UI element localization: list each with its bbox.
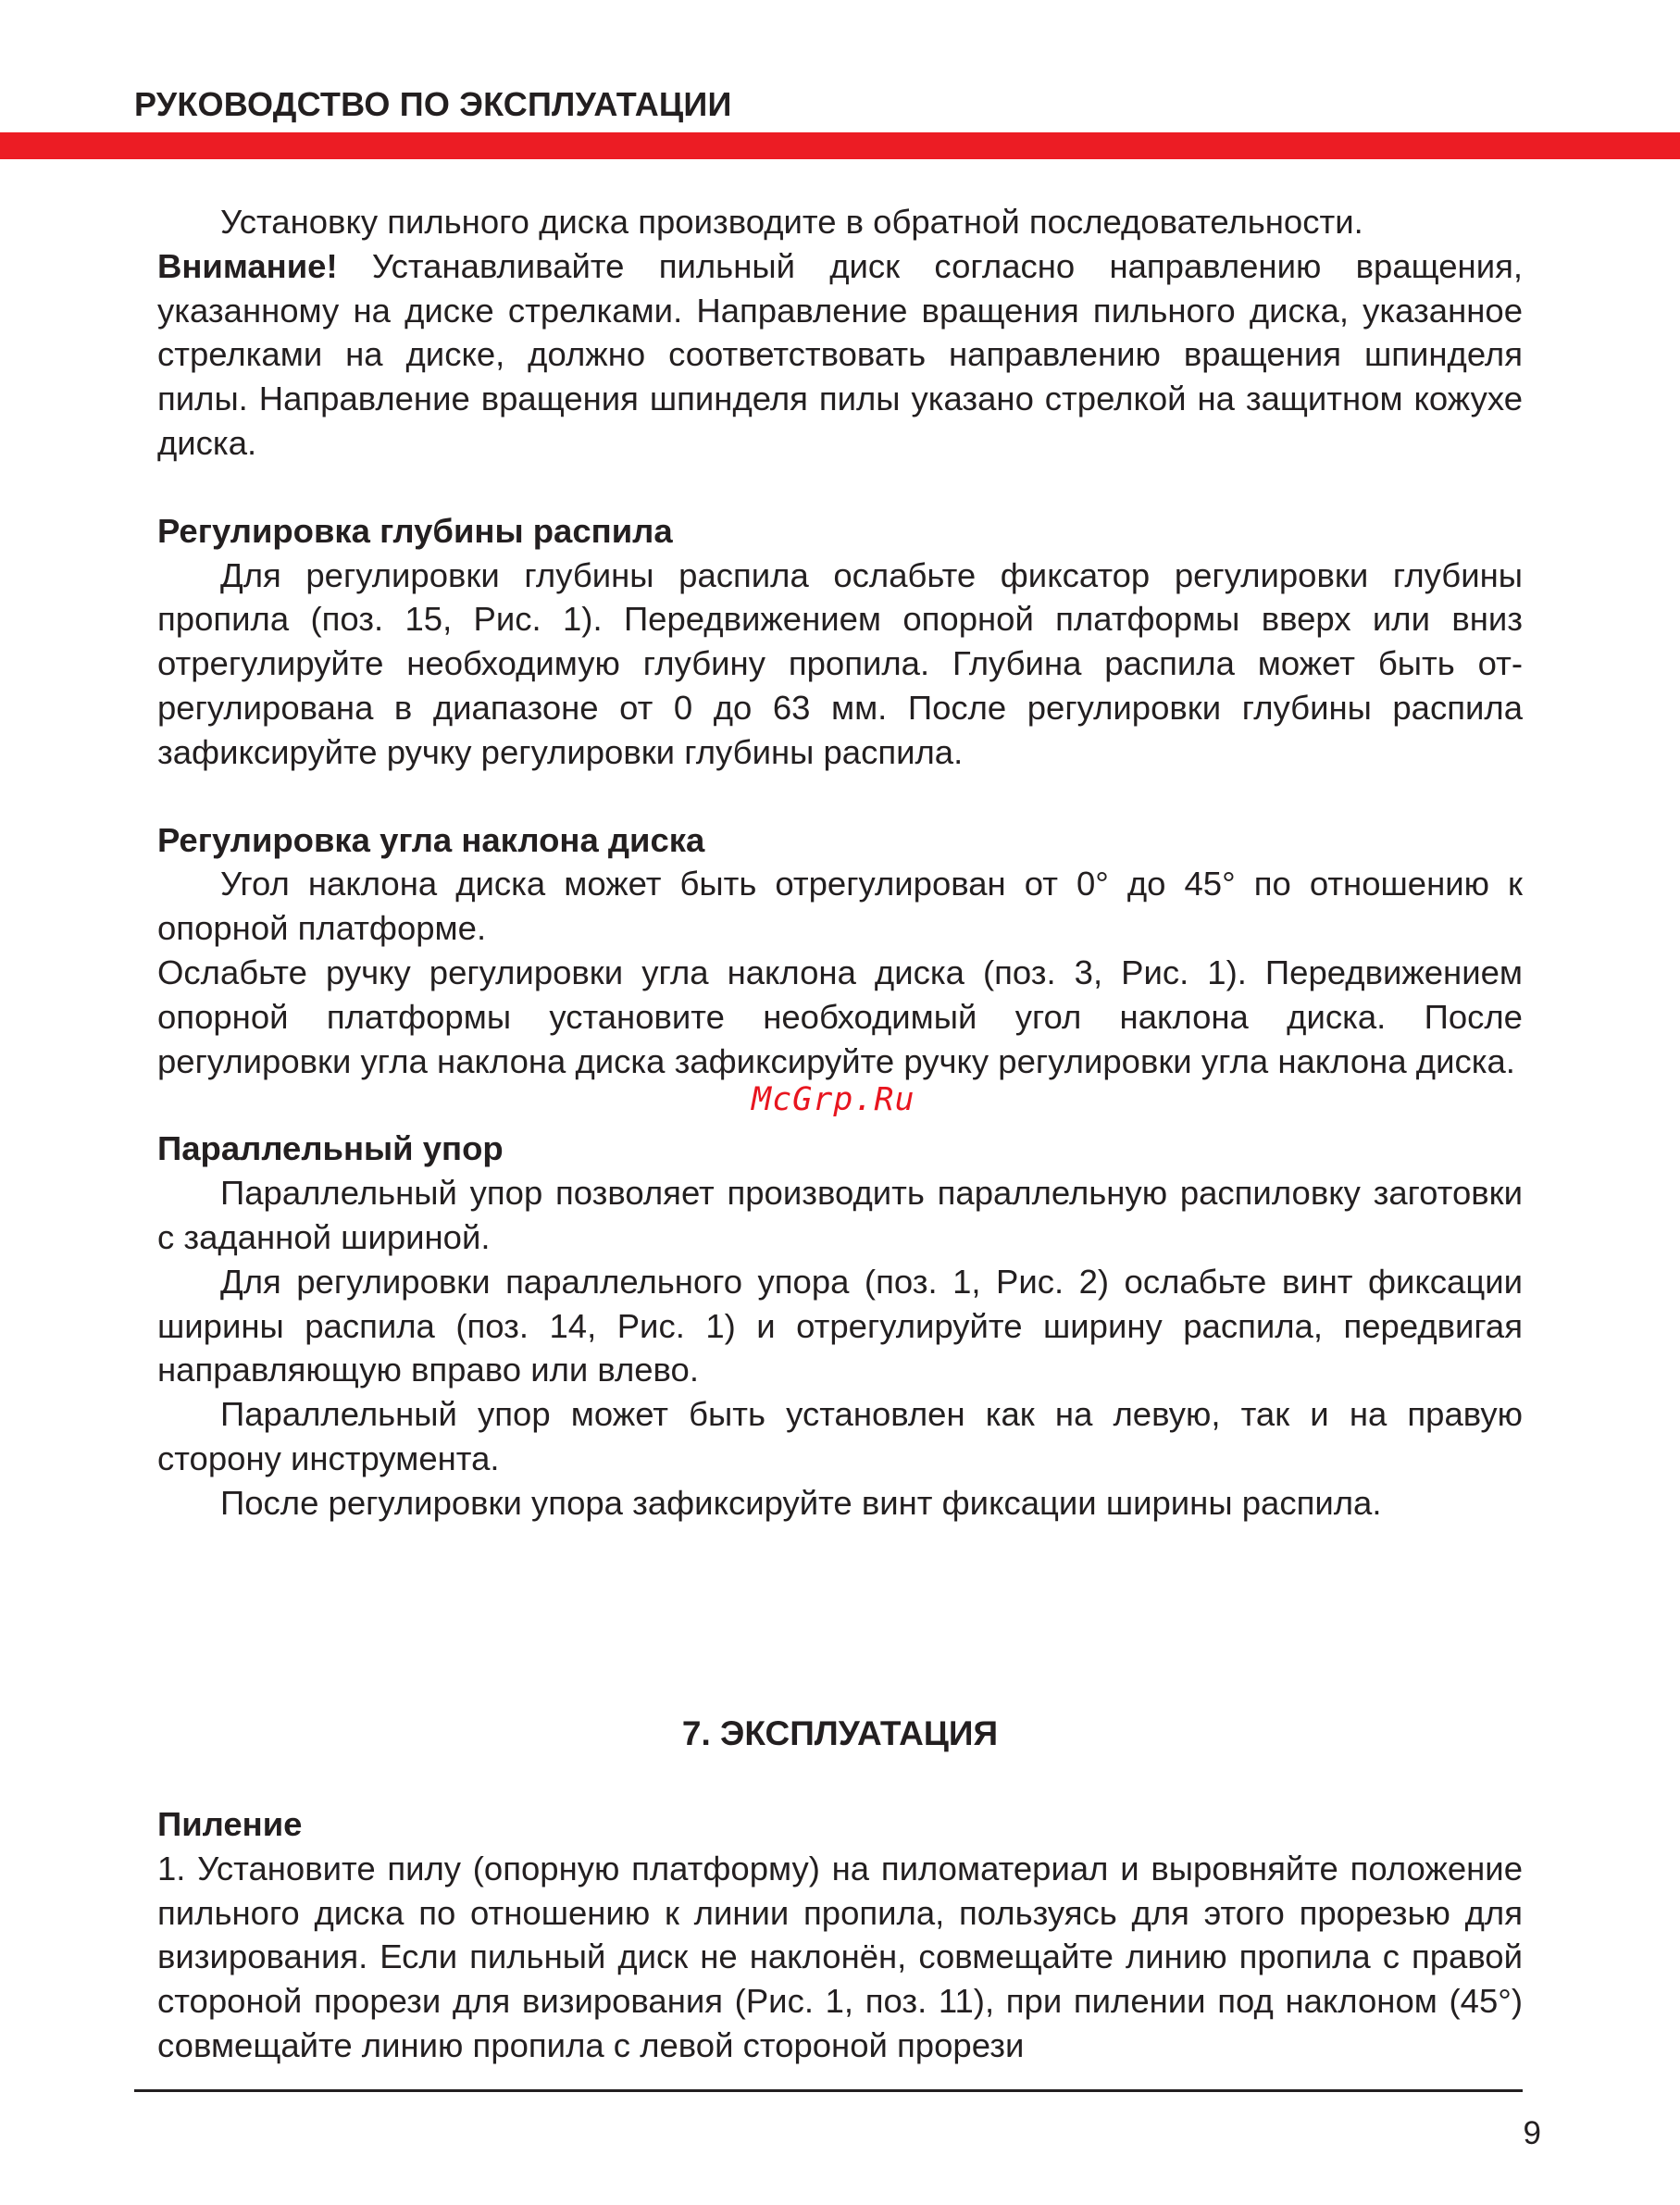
sawing-heading: Пиление — [157, 1805, 303, 1843]
warning-paragraph — [157, 244, 1523, 466]
page-number: 9 — [1523, 2115, 1541, 2151]
main-content — [157, 200, 1523, 1526]
sawing-content — [157, 1802, 1523, 2068]
watermark: McGrp.Ru — [752, 1081, 915, 1118]
fence-paragraph-1: Параллельный упор позволяет производить параллельную распиловку заготовки с заданной шириной. — [157, 1174, 1523, 1256]
footer-divider — [134, 2089, 1523, 2092]
angle-paragraph-2: Ослабьте ручку регулировки угла наклона диска (поз. 3, Рис. 1). Передвижением опорной платформы установите необходимый угол наклона диска. После регулировки угла наклона диска зафиксируйте ручку регулировки угла наклона диска. — [157, 953, 1523, 1080]
angle-paragraph-1: Угол наклона диска может быть отрегулирован от 0° до 45° по отношению к опорной платформе. — [157, 865, 1523, 948]
sawing-paragraph: 1. Установите пилу (опорную платформу) на пиломатериал и выровняйте положение пильного диска по отношению к линии пропила, пользуясь для этого прорезью для визирования. Если пильный диск не наклонён, совмещайте линию пропила с правой стороной прорези для визирования (Рис. 1, поз. 11), при пилении под наклоном (45°) совмещайте линию пропила с левой стороной прорези — [157, 1849, 1523, 2064]
header-title: РУКОВОДСТВО ПО ЭКСПЛУАТАЦИИ — [134, 85, 732, 123]
depth-paragraph: Для регулировки глубины распила ослабьте фиксатор регулировки глубины пропила (поз. 15, Рис. 1). Передвижением опорной платформы вверх или вниз отрегулируйте необходимую глубину пропила. Глубина распила может быть отрегулирована в диапазоне от 0 до 63 мм. После регулировки глубины распила зафиксируйте ручку регулировки глубины распила. — [157, 555, 1523, 771]
fence-paragraph-2: Для регулировки параллельного упора (поз. 1, Рис. 2) ослабьте винт фиксации ширины распила (поз. 14, Рис. 1) и отрегулируйте ширину распила, передвигая направляющую вправо или влево. — [157, 1262, 1523, 1389]
depth-heading: Регулировка глубины распила — [157, 511, 673, 550]
intro-paragraph: Установку пильного диска производите в обратной последовательности. — [220, 203, 1363, 241]
fence-heading: Параллельный упор — [157, 1129, 504, 1168]
angle-heading: Регулировка угла наклона диска — [157, 820, 705, 859]
fence-paragraph-4: После регулировки упора зафиксируйте винт фиксации ширины распила. — [220, 1483, 1382, 1522]
fence-paragraph-3: Параллельный упор может быть установлен как на левую, так и на правую сторону инструмента. — [157, 1395, 1523, 1477]
section-title: 7. ЭКСПЛУАТАЦИЯ — [681, 1714, 999, 1752]
warning-label: Внимание! — [157, 246, 338, 285]
header-red-band — [0, 132, 1680, 159]
warning-text: Устанавливайте пильный диск согласно направлению вращения, указанному на диске стрелками. Направление вращения пильного диска, указанное стрелками на диске, должно соответствовать направлению вращения шпинделя пилы. Направление вращения шпинделя пилы указано стрелкой на защитном кожухе диска. — [157, 246, 1523, 462]
